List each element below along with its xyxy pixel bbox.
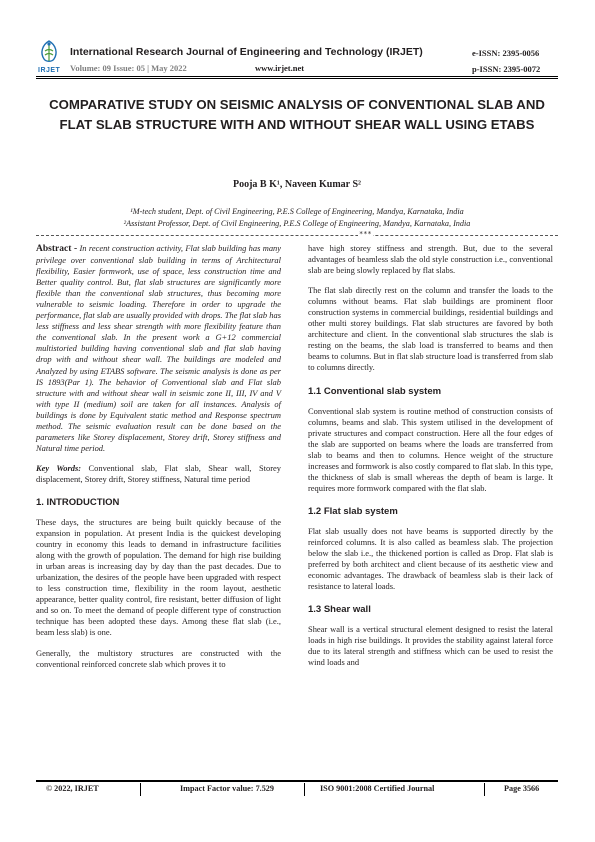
separator-line xyxy=(36,235,558,236)
section-heading-introduction: 1. INTRODUCTION xyxy=(36,496,120,508)
irjet-logo xyxy=(36,39,62,69)
footer-separator xyxy=(304,783,305,796)
e-issn: e-ISSN: 2395-0056 xyxy=(472,48,540,58)
footer-iso: ISO 9001:2008 Certified Journal xyxy=(320,784,435,793)
right-column xyxy=(308,243,553,677)
keywords-text: Conventional slab, Flat slab, Shear wall, Storey displacement, Storey drift, Storey stiffness, Natural time period xyxy=(36,462,281,484)
flat-slab-paragraph: Flat slab usually does not have beams is supported directly by the reinforced columns. It is also called as beamless slab. The projection below the slab i.e., the thickened portion is called as Drop. Flat slab is preferred by both architect and client because of its aesthetic view and economic advantages. The drawback of beamless slab is their lack of resistance to lateral loads. xyxy=(308,525,553,592)
volume-issue: Volume: 09 Issue: 05 | May 2022 xyxy=(70,63,187,73)
journal-website[interactable]: www.irjet.net xyxy=(255,63,305,73)
footer-separator xyxy=(484,783,485,796)
abstract-label: Abstract - xyxy=(36,244,78,254)
keywords-label: Key Words: xyxy=(36,462,82,473)
logo-text: IRJET xyxy=(38,67,61,74)
abstract xyxy=(36,243,281,454)
intro-paragraph-2: Generally, the multistory structures are constructed with the conventional reinforced concrete slab which proves it to xyxy=(36,647,281,669)
section-heading-shear-wall: 1.3 Shear wall xyxy=(308,604,371,616)
footer-rule xyxy=(36,780,558,782)
journal-name: International Research Journal of Engineering and Technology (IRJET) xyxy=(70,46,423,58)
journal-header xyxy=(0,0,595,86)
left-column xyxy=(36,243,281,679)
shear-wall-paragraph: Shear wall is a vertical structural element designed to resist the lateral loads in high rise buildings. It provides the stability against lateral force due to its lateral strength and stiffness which can be used to resist the wind loads and xyxy=(308,624,553,668)
header-rule-2 xyxy=(36,78,558,79)
affiliation-1: ¹M-tech student, Dept. of Civil Engineering, P.E.S College of Engineering, Mandya, Karnataka, India xyxy=(130,207,464,216)
section-heading-flat-slab: 1.2 Flat slab system xyxy=(308,505,398,517)
keywords xyxy=(36,463,281,485)
footer-separator xyxy=(140,783,141,796)
paper-authors: Pooja B K¹, Naveen Kumar S² xyxy=(232,179,362,190)
header-rule xyxy=(36,76,558,77)
conventional-slab-paragraph: Conventional slab system is routine method of construction consists of columns, beams and slab. This system utilised in the development of private structures and compact construction. Here all the four edges of the slab are supported on beams where the loads are transferred from slab to beams and then to columns. Hence weight of the structure increases and formwork is also costly compared to flat slab. In this type, the thickness of slab is small whereas the depth of beam is large. It requires more formwork compared with the flat slab. xyxy=(308,405,553,493)
section-heading-conventional-slab: 1.1 Conventional slab system xyxy=(308,385,442,397)
separator-stars: *** xyxy=(359,230,372,238)
intro-paragraph-4: The flat slab directly rest on the column and transfer the loads to the columns without beams. Flat slab buildings are prominent floor construction systems in commercial buildings, residential buildings and other multi storey buildings. Flat slab structures are favored by both architecture and client. In the conventional slab structures the slab is resting on the beams, the slab load is transferred to beams and then beams to columns. But in flat slab structure load is transferred from slab to columns directly. xyxy=(308,285,553,373)
page-footer xyxy=(36,784,558,798)
abstract-text: In recent construction activity, Flat slab building has many privilege over conventional slab building in terms of Architectural flexibility, Easier formwork, use of space, less construction time and Better quality control. But, flat slab structures are significantly more flexible than the conventional slab structures, thus becoming more vulnerable to seismic loading. Therefore in order to upgrade the performance, flat slab are usually provided with drops. The flat slab has less stiffness and less shear strength with more flexibility feature than the conventional slab. In the present work a G+12 commercial multistoried building having conventional slab and flat slab having drop with and without shear wall. The buildings are modeled and Analyzed by using ETABS software. The seismic analysis is done as per IS 1893(Par 1). The behavior of Conventional slab and Flat slab structure with and without shear wall in seismic zone II, III, IV and V with type II (medium) soil are taken for all instances. Analysis of buildings is done by Equivalent static method and Response spectrum method. The seismic evaluation result can be done based on the parameters like Storey displacement, Storey drift, Storey stiffness and Natural time period. xyxy=(36,243,282,453)
footer-copyright: © 2022, IRJET xyxy=(46,784,99,793)
footer-impact-factor: Impact Factor value: 7.529 xyxy=(180,784,274,793)
p-issn: p-ISSN: 2395-0072 xyxy=(472,64,541,74)
affiliation-2: ²Assistant Professor, Dept. of Civil Engineering, P.E.S College of Engineering, Mandya, Karnataka, India xyxy=(123,219,471,228)
footer-page-number: Page 3566 xyxy=(504,784,540,793)
paper-title: COMPARATIVE STUDY ON SEISMIC ANALYSIS OF CONVENTIONAL SLAB AND FLAT SLAB STRUCTURE WITH AND WITHOUT SHEAR WALL USING ETABS xyxy=(49,97,545,133)
intro-paragraph-3: have high storey stiffness and strength. But, due to the several advantages of beamless slab the old style construction i.e., conventional slab are being slowly replaced by flat slabs. xyxy=(308,243,553,276)
intro-paragraph-1: These days, the structures are being built quickly because of the expansion in population. At present India is the quickest developing country in economy this leads to demand in infrastructure facilities along with the growth of population. The demand for high rise building in urban areas is increasing day by day than the past decades. Due to urbanization, the desires of the people have been upgraded with respect to less construction time, flexibility in the room layout, aesthetic appearance, better quality control, fire resistant, better diffusion of light and so on. To meet the demand of people different type of construction technique has been adopted these days. Among these flat slab (i.e., beam less slab) is one. xyxy=(36,516,281,638)
